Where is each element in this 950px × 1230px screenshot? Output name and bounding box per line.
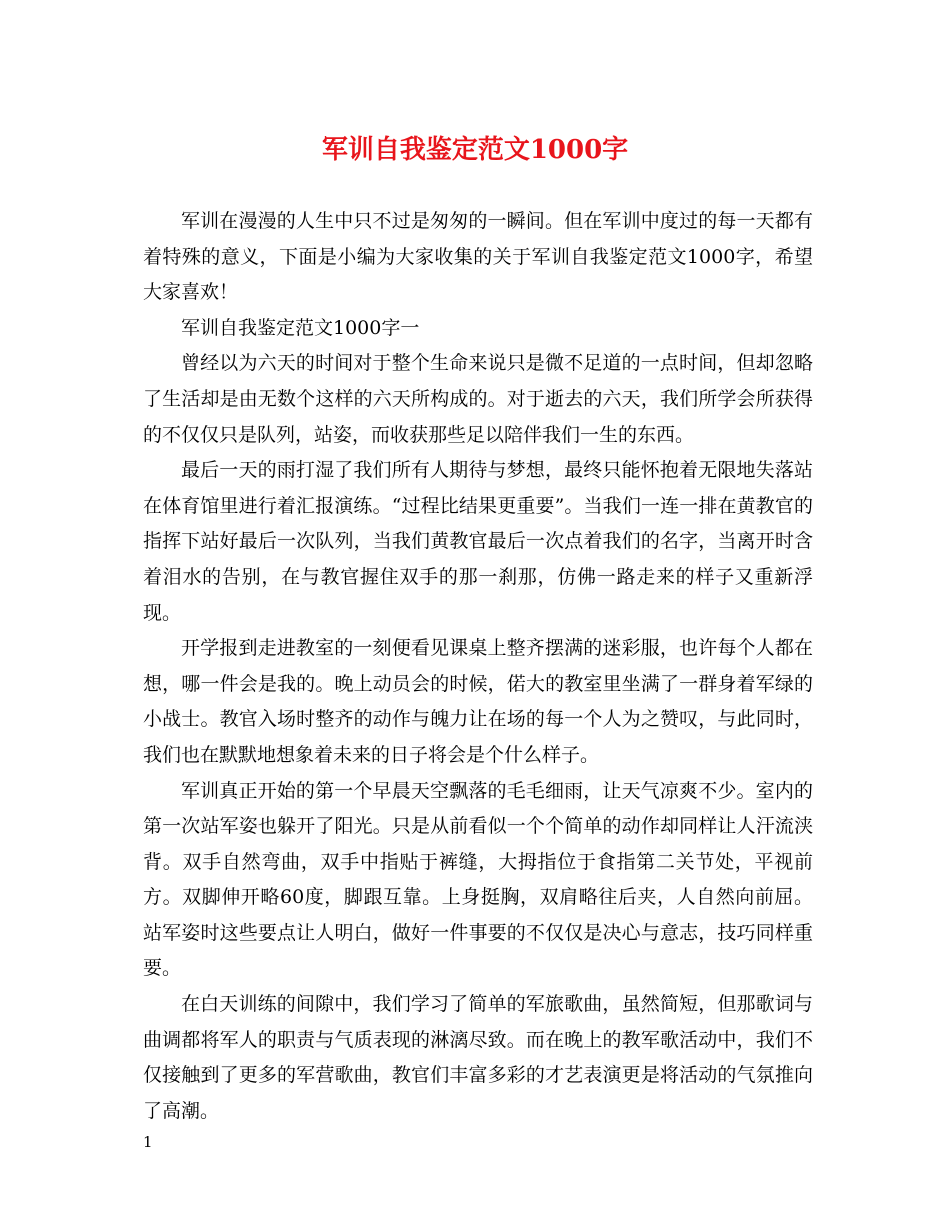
paragraph: 在白天训练的间隙中，我们学习了简单的军旅歌曲，虽然简短，但那歌词与曲调都将军人的职责与气质表现的淋漓尽致。而在晚上的教军歌活动中，我们不仅接触到了更多的军营歌曲，教官们丰富多彩的才艺表演更是将活动的气氛推向了高潮。: [143, 993, 813, 1122]
paragraph: 最后一天的雨打湿了我们所有人期待与梦想，最终只能怀抱着无限地失落站在体育馆里进行着汇报演练。“过程比结果更重要”。当我们一连一排在黄教官的指挥下站好最后一次队列，当我们黄教官最后一次点着我们的名字，当离开时含着泪水的告别，在与教官握住双手的那一刹那，仿佛一路走来的样子又重新浮现。: [143, 459, 813, 624]
paragraph-intro: 军训在漫漫的人生中只不过是匆匆的一瞬间。但在军训中度过的每一天都有着特殊的意义，下面是小编为大家收集的关于军训自我鉴定范文1000字，希望大家喜欢！: [143, 210, 813, 304]
paragraph: 开学报到走进教室的一刻便看见课桌上整齐摆满的迷彩服，也许每个人都在想，哪一件会是我的。晚上动员会的时候，偌大的教室里坐满了一群身着军绿的小战士。教官入场时整齐的动作与魄力让在场的每一个人为之赞叹，与此同时，我们也在默默地想象着未来的日子将会是个什么样子。: [143, 637, 813, 766]
document-body: [143, 204, 813, 1129]
section-heading: 军训自我鉴定范文1000字一: [181, 316, 420, 339]
page-number: 1: [143, 1133, 153, 1151]
document-title: 军训自我鉴定范文1000字: [321, 135, 629, 165]
paragraph: 军训真正开始的第一个早晨天空飘落的毛毛细雨，让天气凉爽不少。室内的第一次站军姿也躲开了阳光。只是从前看似一个个简单的动作却同样让人汗流浃背。双手自然弯曲，双手中指贴于裤缝，大拇指位于食指第二关节处，平视前方。双脚伸开略60度，脚跟互靠。上身挺胸，双肩略往后夹，人自然向前屈。站军姿时这些要点让人明白，做好一件事要的不仅仅是决心与意志，技巧同样重要。: [143, 779, 813, 980]
paragraph: 曾经以为六天的时间对于整个生命来说只是微不足道的一点时间，但却忽略了生活却是由无数个这样的六天所构成的。对于逝去的六天，我们所学会所获得的不仅仅只是队列，站姿，而收获那些足以陪伴我们一生的东西。: [143, 352, 813, 446]
